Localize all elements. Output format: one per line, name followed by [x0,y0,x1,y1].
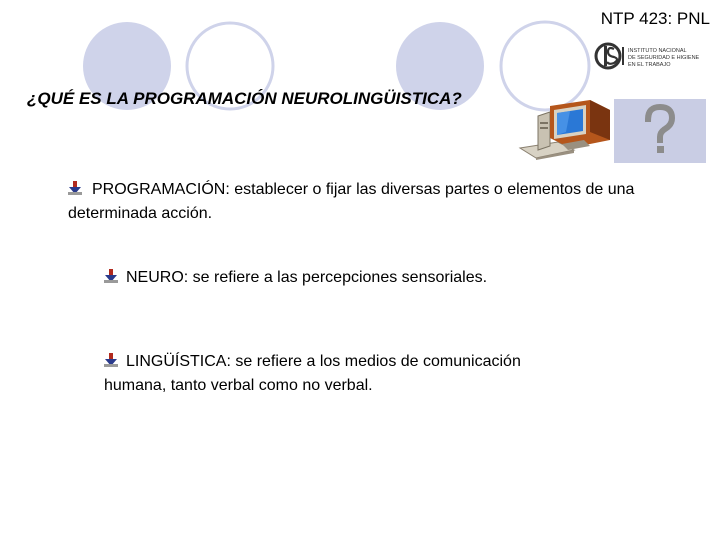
institute-logo [592,40,708,72]
bullet-arrow-icon [68,181,82,195]
presentation-code: NTP 423: PNL [600,9,710,28]
svg-text:INSTITUTO NACIONAL: INSTITUTO NACIONAL [628,48,687,54]
definition-item [68,178,668,226]
question-mark-icon [614,99,706,163]
svg-text:EN EL TRABAJO: EN EL TRABAJO [628,62,671,68]
definition-text: : se refiere a los medios de comunicación humana, tanto verbal como no verbal. [104,353,521,394]
question-box [614,99,706,163]
definition-text: : establecer o fijar las diversas partes o elementos de una determinada acción. [68,181,635,222]
bullet-arrow-icon [104,353,118,367]
svg-text:DE SEGURIDAD E HIGIENE: DE SEGURIDAD E HIGIENE [628,55,700,61]
computer-icon [518,96,618,160]
bullet-arrow-icon [104,269,118,283]
term-linguistica: LINGÜÍSTICA [126,353,227,370]
term-programacion: PROGRAMACIÓN [92,181,226,198]
definition-item [104,350,584,398]
definition-item [104,266,664,290]
term-neuro: NEURO [126,269,184,286]
slide-title: ¿QUÉ ES LA PROGRAMACIÓN NEUROLINGÜISTICA? [27,89,462,108]
definition-text: : se refiere a las percepciones sensoriales. [183,269,488,286]
